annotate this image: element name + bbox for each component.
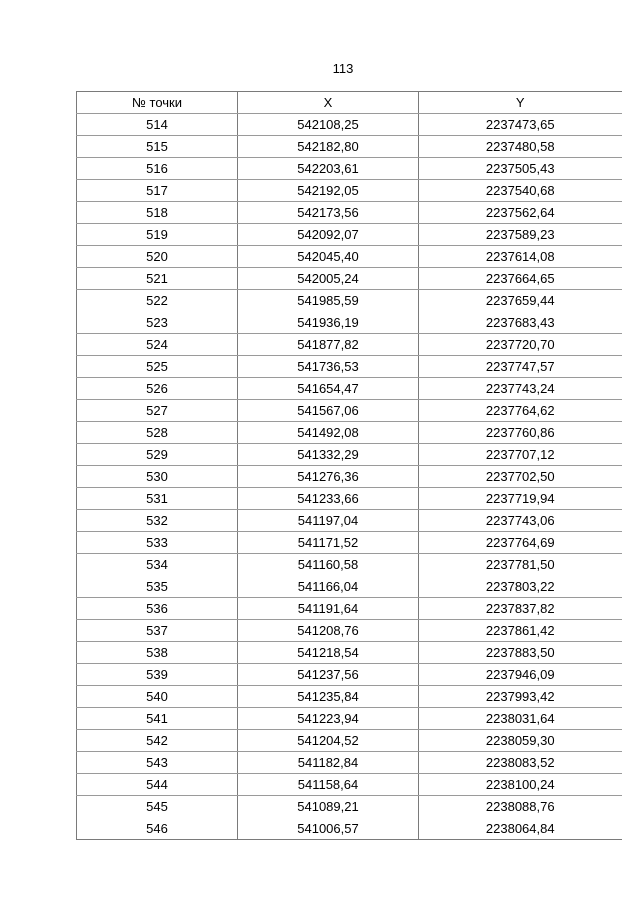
table-body [77, 114, 622, 840]
point-number-cell: 545 [77, 796, 238, 818]
x-coordinate-cell: 541158,64 [238, 774, 419, 796]
point-number-cell: 518 [77, 202, 238, 224]
y-coordinate-cell: 2237664,65 [419, 268, 622, 290]
x-coordinate-cell: 541218,54 [238, 642, 419, 664]
x-coordinate-cell: 541235,84 [238, 686, 419, 708]
table-row [77, 312, 622, 334]
x-coordinate-cell: 541985,59 [238, 290, 419, 312]
y-coordinate-cell: 2237946,09 [419, 664, 622, 686]
table-row [77, 356, 622, 378]
y-coordinate-cell: 2237480,58 [419, 136, 622, 158]
point-number-cell: 520 [77, 246, 238, 268]
x-coordinate-cell: 541089,21 [238, 796, 419, 818]
point-number-cell: 544 [77, 774, 238, 796]
point-number-cell: 530 [77, 466, 238, 488]
table-row [77, 510, 622, 532]
y-coordinate-cell: 2237781,50 [419, 554, 622, 576]
y-coordinate-cell: 2237683,43 [419, 312, 622, 334]
point-number-cell: 528 [77, 422, 238, 444]
y-coordinate-cell: 2237719,94 [419, 488, 622, 510]
table-row [77, 796, 622, 818]
point-number-cell: 546 [77, 818, 238, 840]
x-coordinate-cell: 541006,57 [238, 818, 419, 840]
point-number-cell: 531 [77, 488, 238, 510]
table-row [77, 818, 622, 840]
point-number-cell: 524 [77, 334, 238, 356]
point-number-cell: 517 [77, 180, 238, 202]
y-coordinate-cell: 2237720,70 [419, 334, 622, 356]
header-x: X [238, 92, 419, 114]
x-coordinate-cell: 542203,61 [238, 158, 419, 180]
table-row [77, 246, 622, 268]
y-coordinate-cell: 2238064,84 [419, 818, 622, 840]
table-row [77, 180, 622, 202]
y-coordinate-cell: 2237505,43 [419, 158, 622, 180]
table-row [77, 224, 622, 246]
table-row [77, 576, 622, 598]
point-number-cell: 536 [77, 598, 238, 620]
table-row [77, 444, 622, 466]
x-coordinate-cell: 541233,66 [238, 488, 419, 510]
y-coordinate-cell: 2238088,76 [419, 796, 622, 818]
y-coordinate-cell: 2238100,24 [419, 774, 622, 796]
x-coordinate-cell: 541204,52 [238, 730, 419, 752]
point-number-cell: 529 [77, 444, 238, 466]
point-number-cell: 543 [77, 752, 238, 774]
point-number-cell: 519 [77, 224, 238, 246]
x-coordinate-cell: 541332,29 [238, 444, 419, 466]
table-row [77, 554, 622, 576]
point-number-cell: 533 [77, 532, 238, 554]
x-coordinate-cell: 541492,08 [238, 422, 419, 444]
y-coordinate-cell: 2237883,50 [419, 642, 622, 664]
y-coordinate-cell: 2237562,64 [419, 202, 622, 224]
table-row [77, 664, 622, 686]
page-number: 113 [332, 61, 354, 76]
y-coordinate-cell: 2237589,23 [419, 224, 622, 246]
y-coordinate-cell: 2237659,44 [419, 290, 622, 312]
table-row [77, 466, 622, 488]
table-row [77, 708, 622, 730]
x-coordinate-cell: 542092,07 [238, 224, 419, 246]
x-coordinate-cell: 541237,56 [238, 664, 419, 686]
table-row [77, 488, 622, 510]
y-coordinate-cell: 2237743,24 [419, 378, 622, 400]
table-row [77, 158, 622, 180]
point-number-cell: 527 [77, 400, 238, 422]
x-coordinate-cell: 541877,82 [238, 334, 419, 356]
table-header-row [77, 92, 622, 114]
y-coordinate-cell: 2237803,22 [419, 576, 622, 598]
coordinates-table [76, 91, 622, 840]
table-row [77, 730, 622, 752]
x-coordinate-cell: 541166,04 [238, 576, 419, 598]
header-y: Y [419, 92, 622, 114]
table-row [77, 268, 622, 290]
point-number-cell: 541 [77, 708, 238, 730]
header-point-number: № точки [77, 92, 238, 114]
table-row [77, 598, 622, 620]
y-coordinate-cell: 2237861,42 [419, 620, 622, 642]
x-coordinate-cell: 541208,76 [238, 620, 419, 642]
y-coordinate-cell: 2237473,65 [419, 114, 622, 136]
table-row [77, 400, 622, 422]
y-coordinate-cell: 2238059,30 [419, 730, 622, 752]
x-coordinate-cell: 541736,53 [238, 356, 419, 378]
point-number-cell: 535 [77, 576, 238, 598]
table-row [77, 752, 622, 774]
table-row [77, 114, 622, 136]
point-number-cell: 542 [77, 730, 238, 752]
point-number-cell: 538 [77, 642, 238, 664]
x-coordinate-cell: 541197,04 [238, 510, 419, 532]
y-coordinate-cell: 2237993,42 [419, 686, 622, 708]
x-coordinate-cell: 541223,94 [238, 708, 419, 730]
y-coordinate-cell: 2237760,86 [419, 422, 622, 444]
table-row [77, 334, 622, 356]
y-coordinate-cell: 2237702,50 [419, 466, 622, 488]
point-number-cell: 540 [77, 686, 238, 708]
x-coordinate-cell: 542045,40 [238, 246, 419, 268]
point-number-cell: 537 [77, 620, 238, 642]
point-number-cell: 534 [77, 554, 238, 576]
point-number-cell: 514 [77, 114, 238, 136]
x-coordinate-cell: 541936,19 [238, 312, 419, 334]
point-number-cell: 526 [77, 378, 238, 400]
point-number-cell: 515 [77, 136, 238, 158]
y-coordinate-cell: 2238083,52 [419, 752, 622, 774]
x-coordinate-cell: 541171,52 [238, 532, 419, 554]
table-row [77, 774, 622, 796]
point-number-cell: 539 [77, 664, 238, 686]
table-row [77, 642, 622, 664]
table-header [77, 92, 622, 114]
table-row [77, 136, 622, 158]
x-coordinate-cell: 542108,25 [238, 114, 419, 136]
point-number-cell: 532 [77, 510, 238, 532]
point-number-cell: 523 [77, 312, 238, 334]
y-coordinate-cell: 2237707,12 [419, 444, 622, 466]
y-coordinate-cell: 2237540,68 [419, 180, 622, 202]
x-coordinate-cell: 541276,36 [238, 466, 419, 488]
table-row [77, 422, 622, 444]
table-row [77, 686, 622, 708]
x-coordinate-cell: 541567,06 [238, 400, 419, 422]
y-coordinate-cell: 2237837,82 [419, 598, 622, 620]
point-number-cell: 521 [77, 268, 238, 290]
table-row [77, 620, 622, 642]
x-coordinate-cell: 542192,05 [238, 180, 419, 202]
x-coordinate-cell: 541182,84 [238, 752, 419, 774]
y-coordinate-cell: 2238031,64 [419, 708, 622, 730]
table-row [77, 378, 622, 400]
y-coordinate-cell: 2237764,62 [419, 400, 622, 422]
y-coordinate-cell: 2237614,08 [419, 246, 622, 268]
y-coordinate-cell: 2237764,69 [419, 532, 622, 554]
y-coordinate-cell: 2237747,57 [419, 356, 622, 378]
x-coordinate-cell: 541160,58 [238, 554, 419, 576]
x-coordinate-cell: 542182,80 [238, 136, 419, 158]
point-number-cell: 516 [77, 158, 238, 180]
x-coordinate-cell: 541654,47 [238, 378, 419, 400]
point-number-cell: 522 [77, 290, 238, 312]
table-row [77, 290, 622, 312]
x-coordinate-cell: 542173,56 [238, 202, 419, 224]
table-row [77, 532, 622, 554]
y-coordinate-cell: 2237743,06 [419, 510, 622, 532]
x-coordinate-cell: 541191,64 [238, 598, 419, 620]
table-row [77, 202, 622, 224]
point-number-cell: 525 [77, 356, 238, 378]
x-coordinate-cell: 542005,24 [238, 268, 419, 290]
